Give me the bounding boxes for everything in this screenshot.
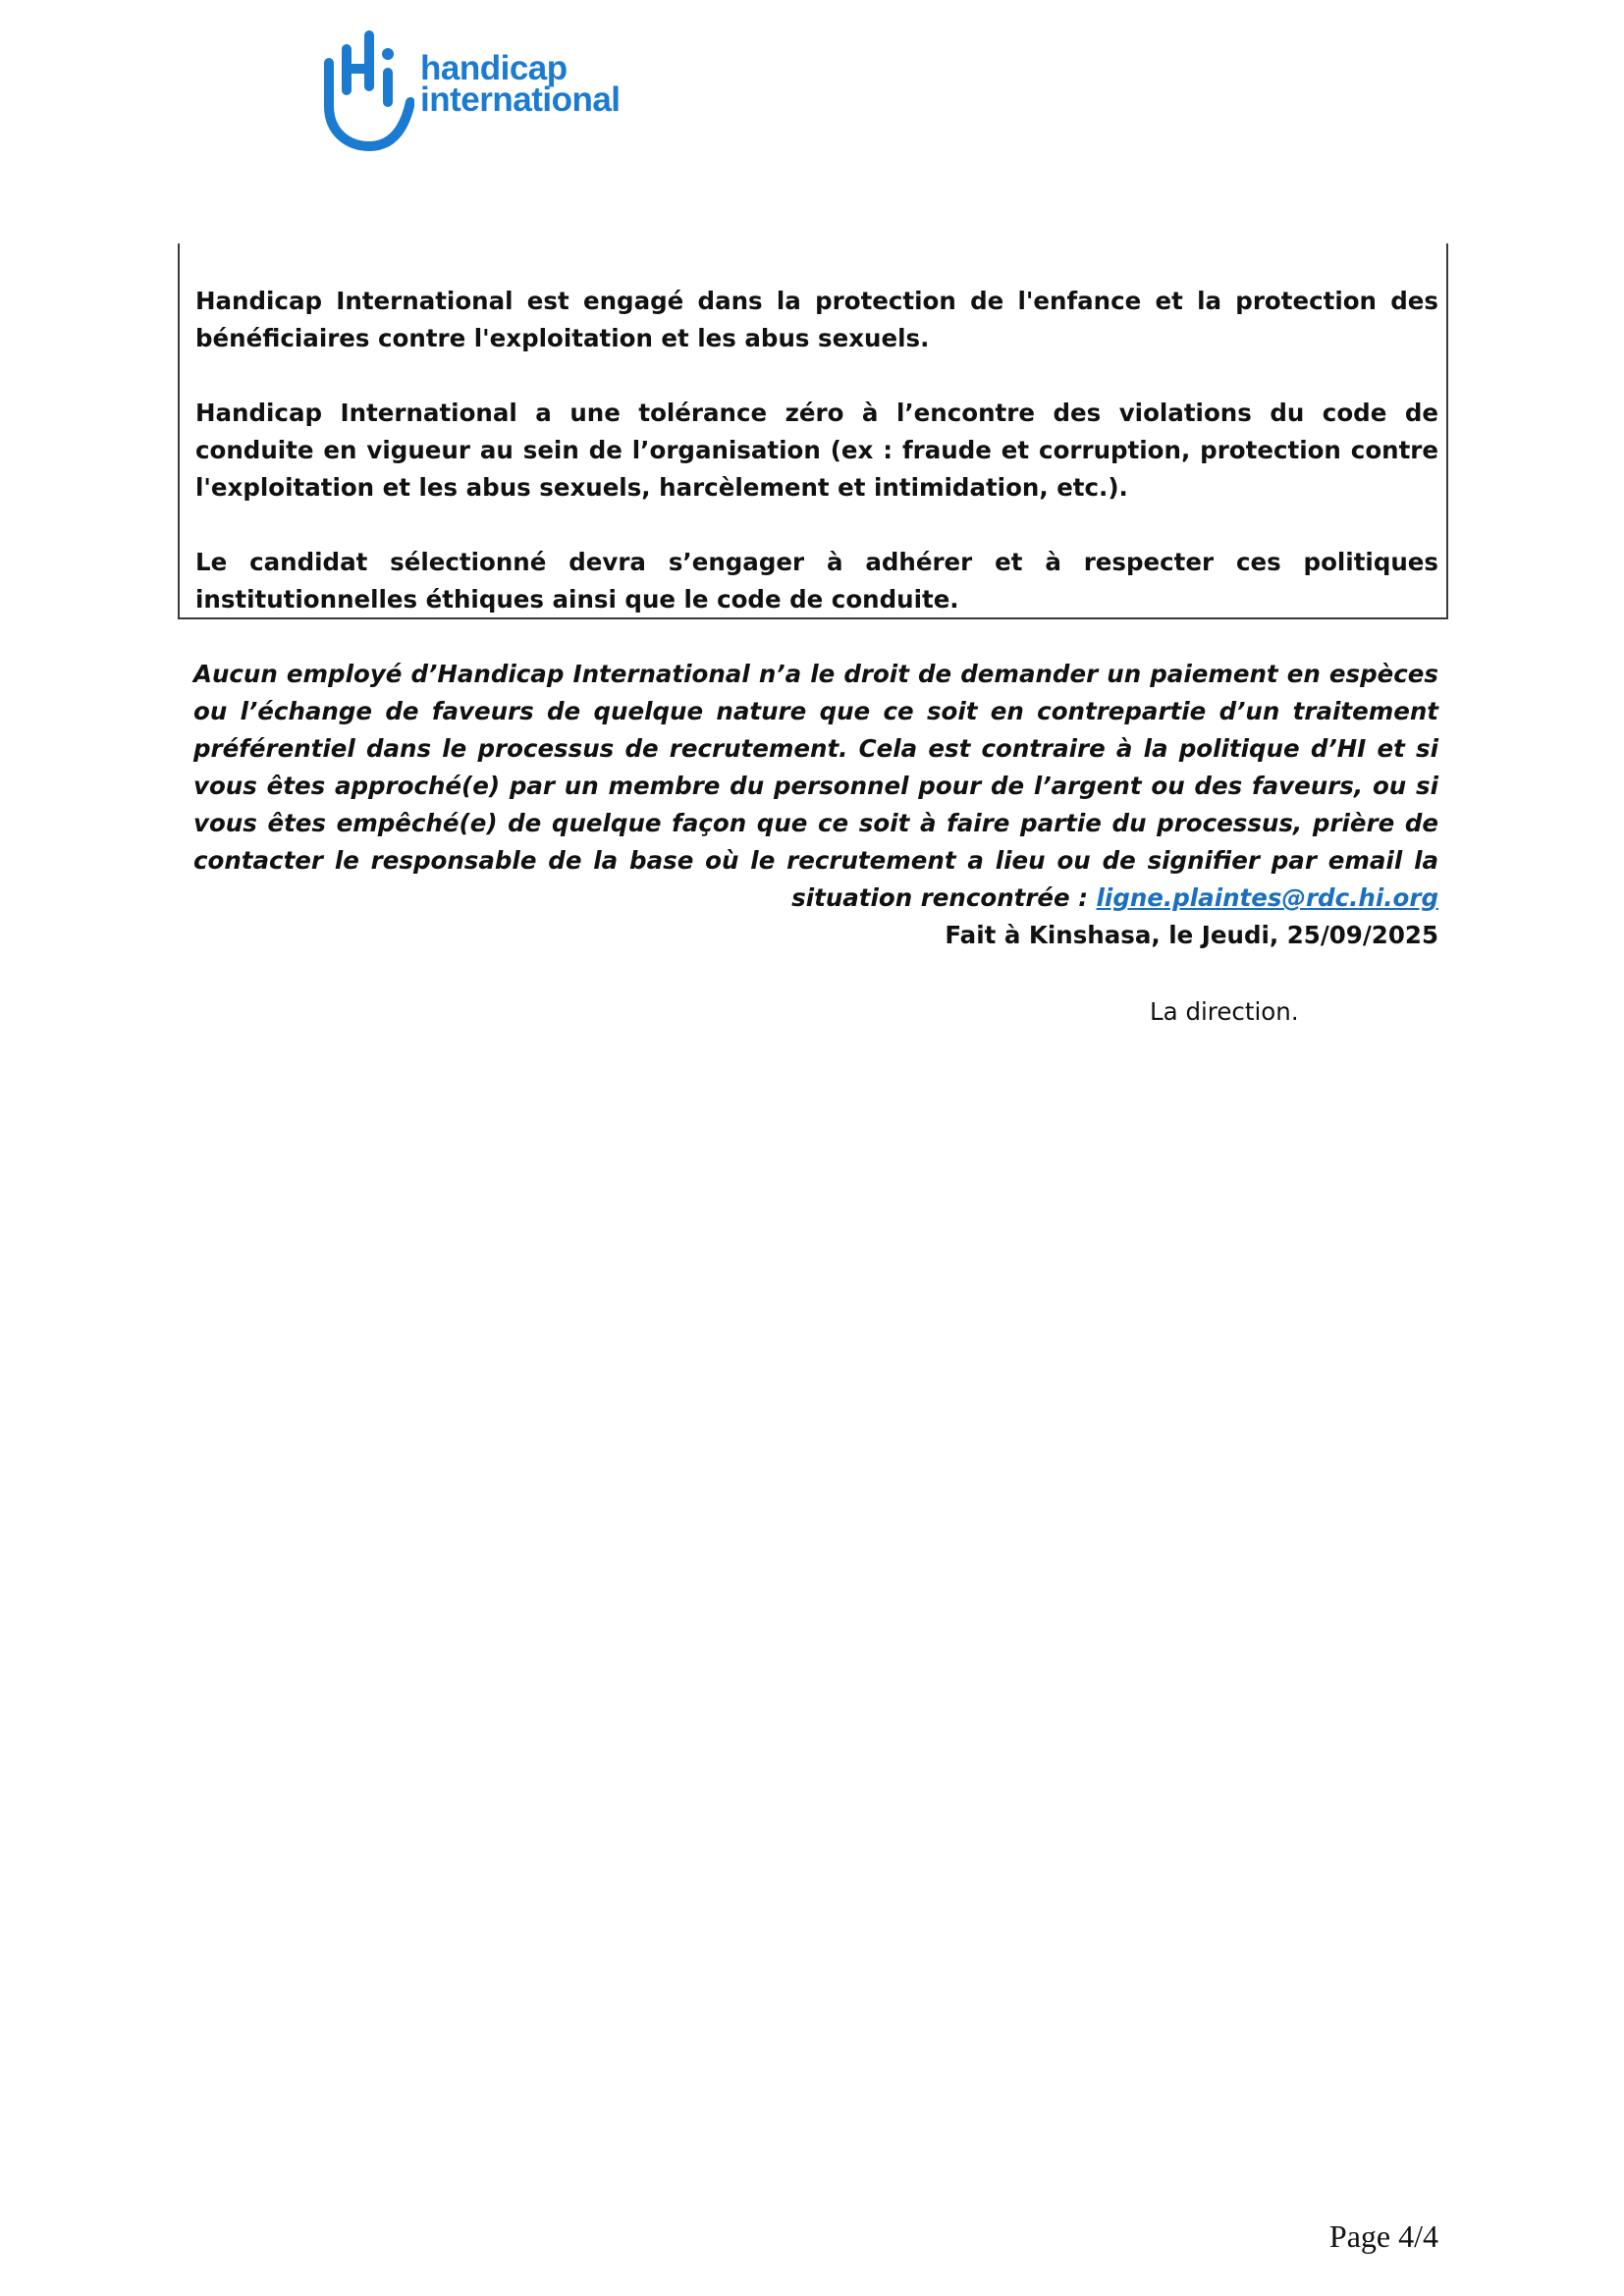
notice-text: Aucun employé d’Handicap International n’a le droit de demander un paiement en espèces ou l’échange de faveurs de quelque nature que ce soit en contrepartie d’un traitement préférentiel dans le processus de recrutement. Cela est contraire à la politique d’HI et si vous êtes approché(e) par un membre du personnel pour de l’argent ou des faveurs, ou si vous êtes empêché(e) de quelque façon que ce soit à faire partie du processus, prière de contacter le responsable de la base où le recrutement a lieu ou de signifier par email la situation rencontrée : [193, 660, 1438, 912]
logo-wordmark [420, 49, 621, 119]
logo-line-handicap: handicap [420, 49, 568, 87]
policy-paragraph-child-protection: Handicap International est engagé dans la protection de l'enfance et la protection des bénéficiaires contre l'exploitation et les abus sexuels. [195, 287, 1438, 352]
policy-box [178, 243, 1448, 619]
hi-hand-logo-icon [320, 27, 414, 151]
logo-line-international: international [420, 80, 621, 119]
complaints-email-link[interactable]: ligne.plaintes@rdc.hi.org [1096, 883, 1438, 912]
handicap-international-logo [320, 27, 654, 151]
signatory: La direction. [1150, 997, 1299, 1026]
policy-paragraph-candidate-commitment: Le candidat sélectionné devra s’engager à adhérer et à respecter ces politiques institutionnelles éthiques ainsi que le code de conduite. [195, 548, 1438, 614]
page-number: Page 4/4 [1328, 2218, 1438, 2254]
signature-place-date: Fait à Kinshasa, le Jeudi, 25/09/2025 [945, 921, 1438, 949]
anti-corruption-notice [193, 656, 1438, 917]
policy-paragraph-zero-tolerance: Handicap International a une tolérance zéro à l’encontre des violations du code de conduite en vigueur au sein de l’organisation (ex : fraude et corruption, protection contre l'exploitation et les abus sexuels, harcèlement et intimidation, etc.). [195, 399, 1438, 502]
